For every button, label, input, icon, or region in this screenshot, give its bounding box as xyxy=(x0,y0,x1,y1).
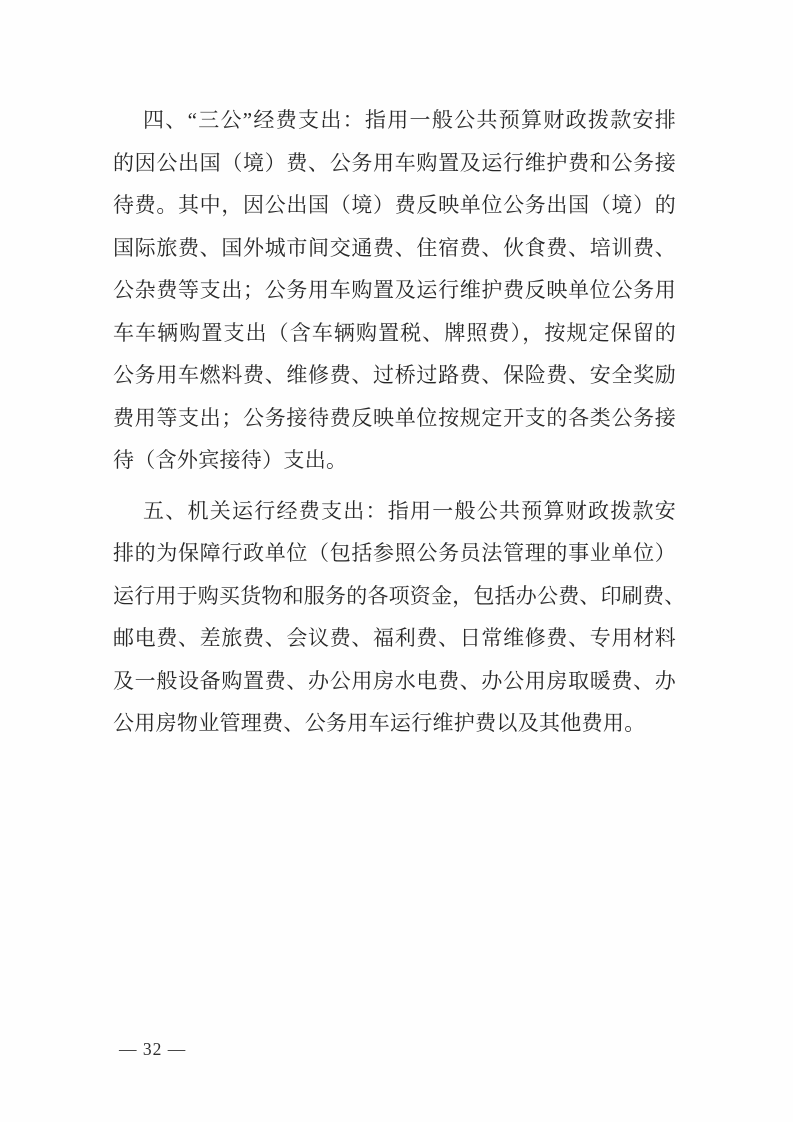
paragraph-san-gong xyxy=(113,99,676,482)
text-line: 五、机关运行经费支出：指用一般公共预算财政拨款安 xyxy=(143,498,676,523)
text-line: 及一般设备购置费、办公用房水电费、办公用房取暖费、办 xyxy=(113,668,676,693)
text-line: 国际旅费、国外城市间交通费、住宿费、伙食费、培训费、 xyxy=(113,235,676,260)
text-line: 邮电费、差旅费、会议费、福利费、日常维修费、专用材料 xyxy=(113,626,676,650)
text-line: 的因公出国（境）费、公务用车购置及运行维护费和公务接 xyxy=(113,150,676,175)
text-line: 公用房物业管理费、公务用车运行维护费以及其他费用。 xyxy=(113,711,646,735)
text-line: 待费。其中，因公出国（境）费反映单位公务出国（境）的 xyxy=(113,193,676,217)
text-line: 排的为保障行政单位（包括参照公务员法管理的事业单位） xyxy=(113,541,676,565)
text-line: 公务用车燃料费、维修费、过桥过路费、保险费、安全奖励 xyxy=(113,363,676,387)
text-line: 四、“三公”经费支出：指用一般公共预算财政拨款安排 xyxy=(143,108,676,132)
document-body xyxy=(113,99,686,745)
text-line: 运行用于购买货物和服务的各项资金，包括办公费、印刷费、 xyxy=(113,583,686,608)
text-line: 车车辆购置支出（含车辆购置税、牌照费），按规定保留的 xyxy=(113,320,676,345)
page-number: — 32 — xyxy=(119,1039,187,1059)
text-line: 公杂费等支出；公务用车购置及运行维护费反映单位公务用 xyxy=(113,278,676,302)
paragraph-agency-operating xyxy=(113,490,686,745)
text-line: 待（含外宾接待）支出。 xyxy=(113,448,348,472)
text-line: 费用等支出；公务接待费反映单位按规定开支的各类公务接 xyxy=(113,405,676,430)
